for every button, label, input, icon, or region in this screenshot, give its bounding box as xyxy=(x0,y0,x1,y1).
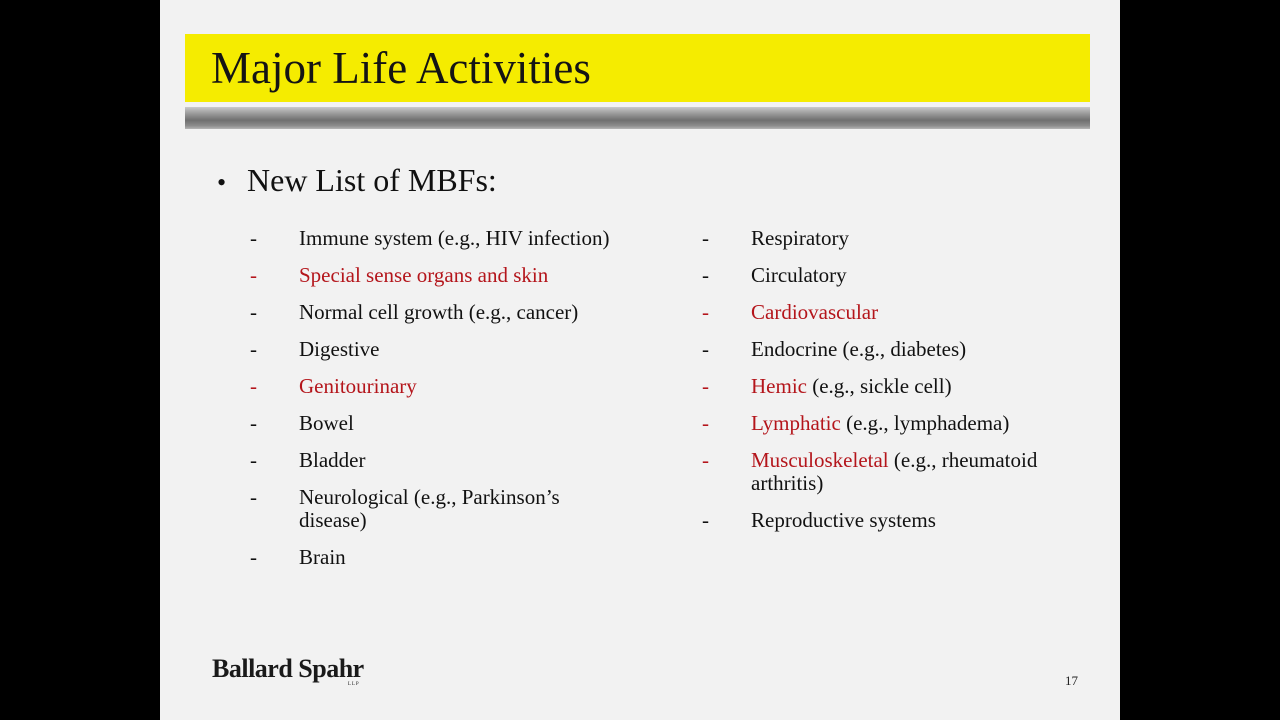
list-item xyxy=(248,546,628,569)
list-item xyxy=(248,301,628,324)
list-item-text: Circulatory xyxy=(751,263,847,287)
dash-marker: - xyxy=(250,337,257,361)
list-item xyxy=(700,375,1090,398)
list-item-text: Bowel xyxy=(299,411,354,435)
list-item-text: Respiratory xyxy=(751,226,849,250)
logo-text: Ballard Spahr xyxy=(212,654,364,683)
dash-marker: - xyxy=(250,374,257,398)
dash-marker: - xyxy=(702,411,709,435)
list-item-text: Digestive xyxy=(299,337,380,361)
list-item xyxy=(700,227,1090,250)
page-number: 17 xyxy=(1065,673,1078,688)
dash-marker: - xyxy=(250,485,257,509)
list-item-note: (e.g., rheumatoid arthritis) xyxy=(751,448,1038,495)
list-item xyxy=(700,338,1090,361)
dash-marker: - xyxy=(702,374,709,398)
list-item xyxy=(248,486,628,532)
bullet-marker: • xyxy=(217,168,227,197)
list-item xyxy=(700,509,1090,532)
main-bullet-text: New List of MBFs: xyxy=(247,162,497,198)
slide-title: Major Life Activities xyxy=(211,43,591,93)
list-item-text: Bladder xyxy=(299,448,366,472)
dash-marker: - xyxy=(702,263,709,287)
list-item-text: Cardiovascular xyxy=(751,300,879,324)
dash-marker: - xyxy=(250,411,257,435)
list-item xyxy=(248,338,628,361)
list-item-text: Neurological (e.g., Parkinson’s disease) xyxy=(299,485,560,532)
list-item xyxy=(248,412,628,435)
list-item-text: Immune system (e.g., HIV infection) xyxy=(299,226,610,250)
dash-marker: - xyxy=(250,263,257,287)
list-item-text: Genitourinary xyxy=(299,374,417,398)
dash-marker: - xyxy=(702,300,709,324)
list-item xyxy=(248,449,628,472)
list-item xyxy=(700,264,1090,287)
slide xyxy=(160,0,1120,720)
list-item xyxy=(700,301,1090,324)
left-column-list xyxy=(248,227,628,583)
list-item xyxy=(700,449,1090,495)
dash-marker: - xyxy=(702,226,709,250)
dash-marker: - xyxy=(702,448,709,472)
list-item xyxy=(700,412,1090,435)
list-item-text: Special sense organs and skin xyxy=(299,263,549,287)
dash-marker: - xyxy=(250,545,257,569)
dash-marker: - xyxy=(250,300,257,324)
list-item-text: Endocrine (e.g., diabetes) xyxy=(751,337,967,361)
title-divider xyxy=(185,107,1090,129)
dash-marker: - xyxy=(702,508,709,532)
list-item-note: (e.g., sickle cell) xyxy=(806,374,952,398)
list-item-text: Reproductive systems xyxy=(751,508,936,532)
list-item xyxy=(248,264,628,287)
list-item xyxy=(248,227,628,250)
list-item-text: Lymphatic xyxy=(751,411,841,435)
right-column-list xyxy=(700,227,1090,546)
list-item-note: (e.g., lymphadema) xyxy=(840,411,1010,435)
dash-marker: - xyxy=(702,337,709,361)
ballard-spahr-logo xyxy=(212,654,364,687)
logo-llp: LLP xyxy=(347,682,360,687)
list-item-text: Musculoskeletal xyxy=(751,448,889,472)
dash-marker: - xyxy=(250,226,257,250)
title-bar xyxy=(185,34,1090,102)
main-bullet xyxy=(217,160,497,203)
list-item-text: Normal cell growth (e.g., cancer) xyxy=(299,300,579,324)
dash-marker: - xyxy=(250,448,257,472)
list-item-text: Hemic xyxy=(751,374,807,398)
list-item-text: Brain xyxy=(299,545,346,569)
list-item xyxy=(248,375,628,398)
